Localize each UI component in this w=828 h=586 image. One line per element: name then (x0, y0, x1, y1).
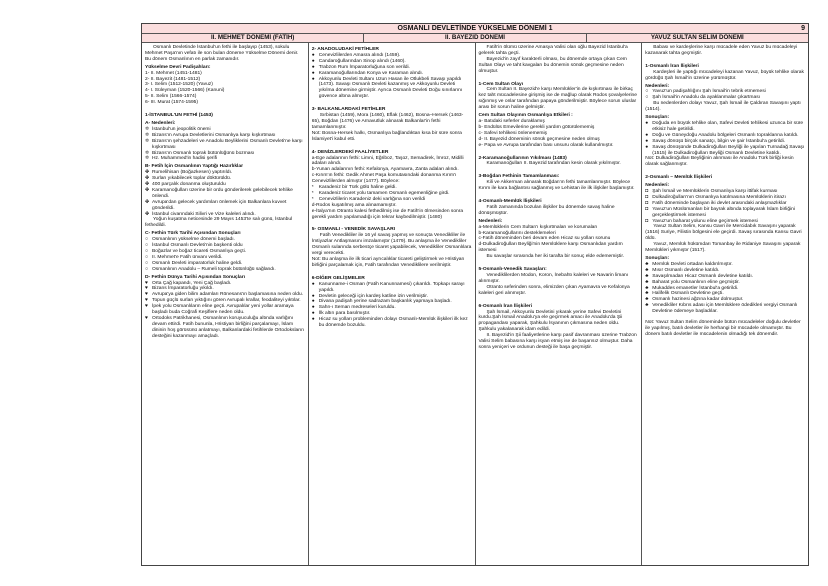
spacer (312, 143, 472, 148)
spacer (312, 100, 472, 105)
bullet-icon: ✡ (145, 156, 150, 162)
bullet-text: 400 parçalık donanma oluşturuldu (152, 182, 226, 188)
section-heading: 2-Karamanoğullarının Yıkılması (1483) (478, 155, 567, 161)
paragraph: a-Ege adalarının fethi: Limni, Eğriboz, Taşoz, Semadirek, İmroz, Midilli adaları alındı. (311, 155, 464, 167)
bullet-item (312, 77, 472, 101)
page-number: 9 (801, 25, 805, 32)
paragraph: b- Endülüs Emevilerine gerekli yardım götürülememiş (478, 124, 595, 130)
spacer (479, 167, 639, 172)
bullet-icon: ✤ (145, 176, 150, 182)
bullet-text: Boğazlar ve boğaz ticareti Osmanlıya geçti. (152, 249, 247, 254)
section-heading: 3- BALKANLARDAKİ FETİHLER (311, 107, 386, 113)
bullet-icon: ○ (645, 89, 649, 95)
bullet-icon: ◘ (645, 189, 649, 195)
bullet-text: Divana padişah yerine sadrazam başkanlık yapmaya başladı. (318, 299, 452, 305)
bullet-text: Doğu ve Güneydoğu Anadolu bölgeleri Osmanlı topraklarına katıldı. (652, 132, 799, 138)
bullet-text: Şah İsmail'in Anadolu da ayaklanmalar çıkartması (652, 95, 761, 101)
paragraph: d-Dulkadiroğulları Beyliği'nin Memlüklere karşı Osmanlıdan yardım istemesi (478, 242, 623, 254)
bullet-text: Savaş dönüşü birçok sanatçı, bilgin ve şair İstanbul'a getirildi. (652, 138, 786, 144)
paragraph: c- Safevi tehlikesi önlenememiş (478, 130, 547, 136)
bullet-icon: * (311, 196, 314, 202)
paragraph: Otranto seferinden sonra, elimizden çıkan Ayamavra ve Kefalonya kaleleri geri alınmıştır. (478, 284, 630, 296)
paragraph: Not: Bu anlaşma ile ilk ticari ayrıcalıklar ticareti geliştirmek ve Hristiyan birliğini parçalamak için, Fatih tarafından Venediklilere verilmiştir. (311, 257, 465, 268)
bullet-text: Osmanlının yükselme dönemi başladı. (152, 237, 235, 243)
bullet-icon: ♣ (645, 267, 649, 273)
section-heading: Cem Sultan Olayının Osmanlıya Etkileri : (478, 113, 573, 119)
header-mehmet: II. MEHMET DÖNEMİ (FATİH) (142, 34, 364, 42)
bullet-text: Baharat yolu Osmanlının eline geçmiştir. (652, 279, 740, 285)
bullet-text: Candaroğullarından Sinop alındı (1460). (318, 58, 406, 64)
paragraph: Kili ve Akkerman alınarak Boğdan'ın fethi tamamlanmıştır. Böylece Kırım ile kara bağlantısı sağlanmış ve Lehistan ile ilk ilişkiler başlamıştır. (478, 180, 635, 192)
bullet-text: Mukaddes emanetler İstanbul'a getirildi. (652, 285, 739, 291)
paragraph: b-Karamanoğullarını desteklemeleri (478, 230, 556, 236)
bullet-text: Halifelik Osmanlı Devletine geçti. (652, 291, 724, 297)
bullet-icon: * (311, 190, 314, 196)
paragraph: Babası ve kardeşlerine karşı mücadele eden Yavuz bu mücadeleyi kazanarak tahta geçmiştir. (645, 45, 798, 56)
bullet-text: Avrupa'ya giden bilim adamları Rönesans'ın başlamasına neden oldu. (152, 292, 304, 298)
title-bar (142, 24, 808, 34)
spacer (479, 297, 639, 302)
bullet-item (645, 207, 805, 219)
paragraph: 1- II. Mehmet (1451-1481) (145, 70, 202, 76)
spacer (145, 106, 305, 111)
bullet-text: Yavuz'un baharat yolunu eline geçirmek istemesi (652, 218, 758, 224)
section-heading: 4- DENİZLERDEKİ FAALİYETLER (311, 149, 389, 155)
spacer (312, 220, 472, 225)
worksheet (141, 23, 809, 566)
bullet-text: Bizans'ın Osmanlı toprak bütünlüğünü bozması (152, 150, 255, 156)
section-heading: 2- ANADOLUDAKİ FETİHLER (311, 47, 379, 52)
bullet-icon: ♥ (145, 315, 148, 321)
section-heading: 3-Boğdan Fethinin Tamamlanması: (478, 174, 560, 180)
section-heading: Nedenleri: (478, 218, 503, 224)
bullet-icon: ◘ (645, 206, 649, 212)
bullet-text: İstanbul civarındaki Silivri ve Vize kaleleri alındı. (152, 211, 256, 217)
section-heading: Sonuçları: (645, 256, 670, 261)
bullet-text: Doğuda en büyük tehlike olan, Safevi Devleti tehlikesi uzunca bir süre etkisiz hale getirildi. (652, 120, 804, 132)
paragraph: 5- II. Selim (1566-1574) (145, 94, 197, 100)
section-heading: 1-Osmanlı İran İlişkileri (645, 63, 699, 69)
column-3 (476, 43, 643, 565)
paragraph: c-Kırım'ın fethi: Gedik Ahmet Paşa komutasındaki donanma Kırım'ı Cenevizlilerden almıştır (1477). Böylece: (311, 173, 457, 185)
bullet-text: Osmanlı Devleti imparatorluk haline geldi. (152, 260, 243, 266)
bullet-icon: ✡ (145, 126, 150, 132)
bullet-icon: ♣ (645, 291, 649, 297)
bullet-text: Savaş dönüşünde Dulkadiroğulları Beyliği ile yapılan Turnadağ Savaşı (1515) ile Dulkadiroğulları Beyliği Osmanlı Devletine katıldı. (652, 144, 805, 156)
paragraph: d- II. Bayezid döneminin sönük geçmesine neden olmuş (478, 136, 600, 142)
bullet-item (145, 267, 305, 273)
bullet-icon: ● (311, 58, 315, 64)
bullet-icon: ◘ (645, 200, 649, 206)
section-heading: Nedenleri: (645, 83, 670, 89)
paragraph: 3- I. Selim (1512-1520) (Yavuz) (145, 82, 213, 88)
paragraph: II. Bayezid'in Şii faaliyetlerine karşı pasif davranması üzerine Trabzon Valisi Selim babasına karşı isyan etmiş ise de başarısız olmuştur. Daha sonra yeniçeri ve ordunun desteği ile başa geçmiştir. (478, 333, 637, 350)
bullet-text: Bizans'ın Avrupa Devletlerini Osmanlıya karşı kışkırtması (152, 132, 276, 138)
bullet-text: Topun güçlü surları yıktığını gören Avrupalı krallar, feodaliteyi yıktılar. (152, 298, 301, 304)
bullet-icon: ○ (145, 266, 148, 272)
paragraph: c-Fatih döneminden beri devam eden Hicaz su yolları sorunu (478, 236, 611, 242)
bullet-icon: ○ (145, 260, 148, 266)
bullet-text: Akkoyunlu Devleti Sultanı Uzun Hasan ile Otlukbeli Savaşı yapıldı (1473). Savaşı Osmanlı Devleti kazanmış ve Akkoyunlu Devleti yıkılma dönemine girmiştir. Ayrıca Osmanlı Devleti Doğu sınırlarını güvence altına almıştır. (318, 76, 463, 100)
bullet-icon: ♣ (645, 285, 649, 291)
bullet-text: Karadeniz ticaret yolu tamamen Osmanlı egemenliğine girdi. (318, 190, 450, 196)
section-heading: 4-Osmanlı-Memlük İlişkileri (478, 199, 542, 205)
paragraph: Karamanoğulları II. Bayezid tarafından kesin olarak yıkılmıştır. (486, 161, 621, 167)
spacer (479, 192, 639, 197)
bullet-text: Kanunname-i Osman (Fatih Kanunnamesi) çıkarıldı. Topkapı sarayı yapıldı. (318, 281, 465, 293)
paragraph: b-Yunan adalarının fethi: Kefalonya, Ayamavra, Zanta adaları alındı. (311, 167, 459, 173)
bullet-icon: ● (311, 305, 315, 311)
bullet-icon: ● (645, 144, 649, 150)
bullet-icon: ✡ (145, 132, 150, 138)
paragraph: Şah İsmail, Akkoyunlu Devletini yıkarak yerine Safevi Devletini kurdu.Şah İsmail Anadolu'ya ele geçirmek amacı ile Anadolu'da Şii propagandası yaparak, Şahkulu İsyanının çıkmasına neden oldu. Şahkulu yakalanarak idam edildi. (478, 309, 623, 333)
bullet-icon: ♣ (645, 297, 649, 303)
paragraph: Bu nedenlerden dolayı Yavuz, Şah İsmail ile Çaldıran Savaşını yaptı (1514). (645, 101, 801, 113)
bullet-item (645, 121, 805, 133)
bullet-icon: ○ (145, 249, 148, 254)
bullet-item (145, 316, 305, 340)
bullet-text: Karamanoğullarından Konya ve Karaman alındı. (318, 70, 424, 76)
header-selim: YAVUZ SULTAN SELİM DÖNEMİ (587, 34, 808, 42)
bullet-icon: ● (311, 293, 315, 299)
paragraph: Yavuz, Memlük hükümdarı Tomanbay ile Ridaniye Savaşını yaparak Memlükleri yıkmıştır (1517). (645, 242, 801, 254)
section-heading: 5- OSMANLI - VENEDİK SAVAŞLARI (311, 227, 395, 233)
bullet-icon: ✤ (145, 211, 150, 217)
column-4 (642, 43, 808, 565)
paragraph: Cem Sultan II. Bayezid'e karşı Memlükler'in de kışkırtması ile birkaç kez taht mücadelesine girişmiş ise de mağlup olarak Rodos şovalyelerine sığınmış ve onlar tarafından papaya gönderilmiştir. Böylece sorun uluslar arası bir sorun haline gelmiştir. (478, 87, 637, 111)
bullet-icon: ● (645, 120, 649, 126)
paragraph: d-Rodos kuşatılmış ama alınamamıştır. (311, 202, 397, 208)
paragraph: Not: Yavuz Sultan Selim döneminde bütün mücadeleler doğulu devletler ile yapılmış, batılı devletler ile herhangi bir mücadele olmamıştır. Bu dönem batılı devletler ile mücadelenin olmadığı tek dönemdir. (645, 320, 801, 337)
bullet-icon: ◘ (645, 218, 649, 224)
paragraph: Fatih Venedikliler ile 16 yıl savaş yapmış ve sonuçta Venedikliler ile İmtiyazlar Antlaşmasını imzalamıştır (1479). Bu anlaşma ile Venedikliler Osmanlı sularında serbestçe ticaret yapabilecek, Venedikliler Osmanlılara vergi verecekti. (311, 233, 472, 257)
paragraph: 2- II. Bayezit (1481-1512) (145, 76, 201, 82)
bullet-icon: ♣ (645, 303, 649, 309)
bullet-text: Hicaz su yolları probleminden dolayı Osmanlı-Memlük ilişkileri ilk kez bu dönemde bozuldu. (318, 317, 468, 329)
bullet-icon: ♥ (145, 298, 148, 304)
bullet-icon: ♣ (645, 273, 649, 279)
section-heading: 5-Osmanlı-Venedik Savaşları: (478, 267, 547, 273)
paragraph: Yavuz Sultan Selim, Kansu Gavri ile Mercidabık Savaşını yaparak (1516) Suriye, Filistin bölgesini ele geçirdi. Savaş sırasında Kansu Gavri öldü. (645, 224, 802, 242)
paragraph: Sırbistan (1459), Mora (1460), Eflak (1462), Bosna–Hersek (1463-65), Boğdan (1476) ve Arnavutluk alınarak Balkanlar'in fethi tamamlanmıştır. (311, 113, 464, 130)
paragraph: Not: Bosna-Hersek halkı, Osmanlıya bağlandıktan kısa bir süre sonra İslamiyet'i kabul etti. (311, 130, 462, 142)
bullet-text: Dulkadiroğulları'nın Osmanlıya katılmasına Memlüklerin itirazı (652, 194, 786, 200)
bullet-text: Cenevizlilerden Amasra alındı (1459). (318, 52, 401, 58)
bullet-icon: ● (311, 52, 315, 58)
bullet-icon: ✡ (145, 150, 150, 156)
section-heading: C- Fethin Türk Tarihi Açısından Sonuçları (145, 231, 241, 237)
bullet-icon: ♥ (145, 286, 148, 292)
paragraph: Osmanlı Devletinde İstanbul'un fethi ile başlayıp (1453), sokulu Mehmet Paşa'nın vefatı ile son bulan döneme Yükselme Dönemi denir. Bu dönem Osmanlının en parlak zamanıdır. (145, 45, 299, 62)
section-heading: B- Fetih İçin Osmanlının Yaptığı Hazırlıklar (145, 164, 244, 170)
bullet-icon: ● (311, 281, 315, 287)
section-heading: Yükselme Devri Padişahları: (145, 64, 211, 70)
bullet-item (145, 304, 305, 316)
bullet-text: Venedikliler Kıbrıs adası için Memlüklere ödedikleri vergiyi Osmanlı Devletine ödemeye başladılar. (652, 303, 798, 315)
paragraph: Yoğun kuşatma neticesinde 29 Mayıs 1453'te salı günü, İstanbul fethedildi. (145, 217, 293, 229)
bullet-item (145, 156, 305, 162)
bullet-text: İstanbul Osmanlı Devleti'nin başkenti oldu (152, 243, 243, 249)
bullet-item (145, 188, 305, 200)
paragraph: 6- III. Murat (1574-1595) (145, 100, 199, 106)
paragraph: Kardeşleri ile yaptığı mücadeleyi kazanan Yavuz, büyük tehlike olarak gördüğü Şah İsmail'in üzerine yürümüştür. (645, 69, 804, 81)
bullet-item (145, 200, 305, 212)
page-title: OSMANLI DEVLETİNDE YÜKSELME DÖNEMİ 1 (397, 25, 553, 32)
bullet-icon: ● (311, 299, 315, 305)
bullet-icon: ♥ (145, 304, 148, 310)
section-heading: A- Nedenleri: (145, 120, 176, 126)
header-bayezid: II. BAYEZID DÖNEMİ (364, 34, 586, 42)
bullet-text: Osmanlının Anadolu – Rumeli toprak bütünlüğü sağlandı. (152, 266, 276, 272)
bullet-text: Ortodoks Patrikhanesi, Osmanlının koruyuculuğu altında varlığını devam ettirdi. Fatih bununla, Hristiyan birliğini parçalamayı, İslam dininin hoş görüsünü anlatmayı, Balkanlardaki fetihlerde Ortodoksların desteğini kazanmayı amaçladı. (152, 315, 304, 339)
bullet-icon: ♥ (145, 280, 148, 286)
paragraph: Bayezid'in zayıf karakterli olması, bu dönemde ortaya çıkan Cem Sultan Olayı ve taht kavgaları bu dönemin sönük geçmesine neden olmuştur. (478, 56, 627, 74)
column-2 (309, 43, 476, 565)
content-columns (142, 43, 808, 565)
bullet-icon: ✤ (145, 170, 150, 176)
paragraph: e- Papa ve Avrupa tarafından bası unsuru olarak kullanılmıştır. (478, 142, 614, 148)
bullet-text: Bizans'ın şehzadeleri ve Anadolu Beyliklerini Osmanlı Devleti'ne karşı kışkırtması (152, 138, 303, 150)
bullet-text: II. Mehmet'e Fatih ünvanı verildi. (152, 254, 223, 260)
column-headers (142, 34, 808, 43)
spacer (312, 269, 472, 274)
bullet-icon: ● (311, 317, 315, 323)
bullet-icon: ● (311, 76, 315, 82)
bullet-text: Rumelihisarı (Boğazkesen) yaptırıldı. (152, 170, 233, 176)
bullet-icon: ♣ (645, 279, 649, 285)
section-heading: 1-İSTANBUL'UN FETHİ (1453) (145, 113, 213, 119)
section-heading: 6-Osmanlı İran İlişkileri (478, 303, 533, 309)
spacer (645, 57, 805, 62)
bullet-icon: * (311, 185, 314, 191)
bullet-icon: ● (311, 64, 315, 70)
bullet-icon: ● (311, 70, 315, 76)
paragraph: Fatih'in ölümü üzerine Amasya Valisi olan oğlu Bayezid İstanbul'a gelerek tahta geçti. (478, 45, 628, 56)
column-1 (142, 43, 309, 565)
section-heading: 2-Osmanlı – Memlük İlişkileri (645, 175, 713, 181)
bullet-text: Trabzon Rum İmparatorluğuna son verildi. (318, 64, 410, 70)
bullet-icon: ○ (645, 95, 649, 101)
bullet-text: İlk altın para basılmıştır. (318, 311, 371, 317)
paragraph: e-İtalya'nın Otranto kalesi fethedilmiş ise de Fatih'in ölmesinden sonra gerekli yardım yapılamadığı için tekrar kaybedilmiştir. (1480) (311, 208, 464, 220)
bullet-text: Surları yıkabilecek toplar döktürüldü. (152, 176, 232, 182)
bullet-item (645, 145, 805, 157)
bullet-icon: ○ (145, 237, 148, 243)
bullet-icon: ♥ (145, 292, 148, 298)
bullet-icon: ✤ (145, 199, 150, 205)
bullet-text: Fatih döneminde başlayan iki devlet arasındaki anlaşmazlıklar (652, 200, 787, 206)
section-heading: 1-Cem Sultan Olayı (478, 81, 524, 87)
paragraph: Bu savaşlar sırasında her iki tarafta bir sonuç elde edememiştir. (486, 254, 625, 260)
paragraph: Not: Dulkadiroğulları Beyliğinin alınması ile Anadolu Türk birliği kesin olarak sağlanmıştır. (645, 156, 794, 168)
paragraph: a-Memlüklerin Cem Sultan'ı kışkırtmaları ve korumaları (478, 224, 598, 230)
bullet-text: Cenevizlilerin Karadeniz deki varlığına son verildi (318, 196, 426, 202)
bullet-text: Karadeniz bir Türk gölü haline geldi. (318, 185, 397, 191)
bullet-icon: ✤ (145, 182, 150, 188)
paragraph: Venediklilerden Modon, Koron, İnebahtı kaleleri ve Navarin limanı alınmıştır. (478, 273, 629, 284)
bullet-icon: ✤ (145, 187, 150, 193)
bullet-icon: ● (311, 311, 315, 317)
paragraph: a- Batıdaki seferler duraklamış (478, 118, 545, 124)
bullet-icon: ○ (145, 254, 148, 260)
bullet-text: Karamanoğulları üzerine bir ordu gönderilerek gelebilecek tehlike önlendi. (152, 187, 293, 199)
spacer (479, 260, 639, 265)
bullet-item (312, 282, 472, 294)
section-heading: Sonuçları: (645, 115, 670, 121)
bullet-text: Yavuz'un padişahlığını Şah İsmail'in tebrik etmemesi (652, 89, 766, 95)
bullet-text: Orta Çağ kapandı, Yeni Çağ başladı. (152, 280, 232, 286)
bullet-text: Şah İsmail ve Memlüklerin Osmanlıya karşı ittifak kurması (652, 189, 778, 195)
bullet-text: Avrupa'dan gelecek yardımları önlemek için Balkanlara kuvvet gönderildi. (152, 199, 287, 211)
bullet-icon: ● (645, 138, 649, 144)
bullet-text: Osmanlı hazinesi ağzına kadar dolmuştur. (652, 297, 744, 303)
spacer (479, 75, 639, 80)
bullet-text: Hz. Muhammed'in hadisi şerifi (152, 156, 218, 162)
bullet-icon: ◘ (645, 194, 649, 200)
section-heading: Nedenleri: (645, 183, 670, 189)
bullet-text: Devletin geleceği için kardeş katline izin verilmiştir. (318, 293, 429, 299)
bullet-item (312, 317, 472, 329)
section-heading: 6-DİĞER GELİŞMELER (311, 275, 365, 281)
bullet-text: İstanbul'un jeopolitik önemi (152, 126, 211, 132)
spacer (479, 149, 639, 154)
bullet-icon: ○ (145, 243, 148, 249)
bullet-text: Savaşılmadan Hicaz Osmanlı devletine katıldı. (652, 273, 754, 279)
bullet-icon: ♣ (645, 261, 649, 267)
section-heading: D- Fethin Dünya Tarihi Açısından Sonuçları (145, 274, 245, 280)
bullet-text: Bizans İmparatorluğu yıkıldı. (152, 286, 214, 292)
paragraph: Fatih zamanında bozulan ilişkiler bu dönemde savaş haline dönüşmüştür. (478, 204, 615, 216)
bullet-item (145, 139, 305, 151)
paragraph: 4- I. Süleyman (1520-1566) (Kanuni) (145, 88, 225, 94)
bullet-text: İpek yolu Osmanlıların eline geçti. Avrupalılar yeni yollar aramaya başladı buda Coğrafi Keşiflere neden oldu. (152, 304, 294, 316)
bullet-text: Yavuz'un Müslümanları bir bayrak altında toplayarak İslam birliğini gerçekleştirmek istemesi (652, 206, 795, 218)
spacer (645, 168, 805, 173)
bullet-text: Memlük Devleti ortadan kaldırılmıştır. (652, 261, 733, 267)
bullet-icon: ● (645, 132, 649, 138)
bullet-icon: ✡ (145, 138, 150, 144)
bullet-item (645, 303, 805, 315)
bullet-text: Sahn-ı Seman medreseleri kuruldu. (318, 305, 396, 311)
bullet-text: Mısır Osmanlı devletine katıldı. (652, 267, 720, 273)
